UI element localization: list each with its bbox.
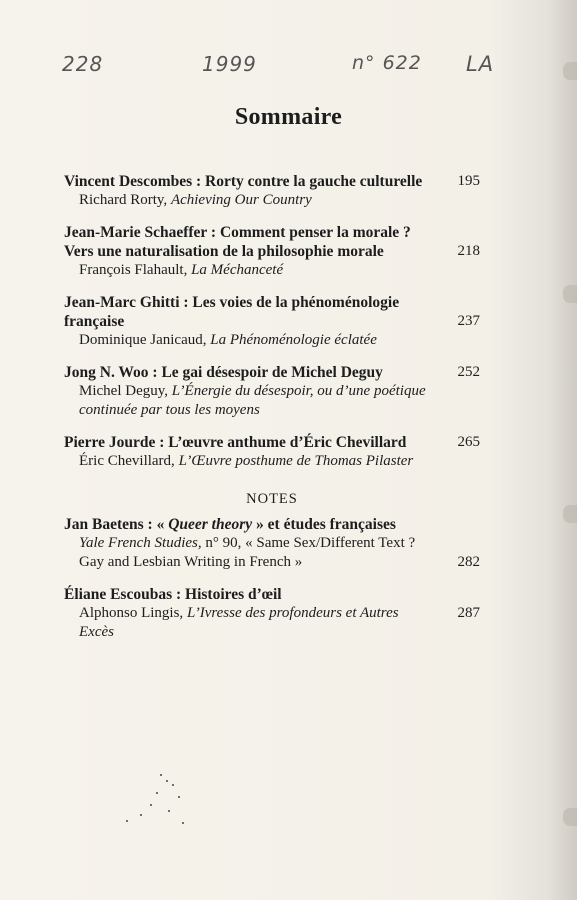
- reviewed-author: François Flahault,: [79, 262, 188, 278]
- title-suffix: » et études françaises: [252, 516, 396, 533]
- toc-entry-title: Jean-Marc Ghitti : Les voies de la phénoménologie française: [64, 294, 400, 330]
- toc-entry-reviewed-work: [64, 191, 480, 210]
- toc-entry-title: Jong N. Woo : Le gai désespoir de Michel Deguy: [64, 364, 383, 381]
- toc-page-number: 237: [457, 313, 480, 329]
- handwritten-note-year: 1999: [202, 52, 257, 76]
- toc-entry-title: [64, 515, 480, 534]
- toc-entry-reviewed-work: [64, 452, 480, 471]
- toc-entry-title: Jean-Marie Schaeffer : Comment penser la morale ? Vers une naturalisation de la philosophie morale: [64, 224, 411, 260]
- reviewed-author: Michel Deguy,: [79, 383, 169, 399]
- notes-heading: NOTES: [246, 491, 298, 507]
- toc-entry: [64, 172, 480, 210]
- toc-entry-title: Éliane Escoubas : Histoires d’œil: [64, 586, 282, 603]
- toc-entry-reviewed-work: [64, 261, 480, 280]
- handwritten-note-initials: LA: [466, 52, 495, 76]
- binder-ring: [563, 285, 577, 303]
- toc-entry: [64, 293, 480, 350]
- reviewed-author: Richard Rorty,: [79, 192, 168, 208]
- toc-page-number: 287: [457, 605, 480, 621]
- toc-entry: [64, 363, 480, 420]
- toc-page-number: 218: [457, 243, 480, 259]
- handwritten-note-number: 228: [62, 52, 104, 76]
- binder-ring: [563, 808, 577, 826]
- toc-entry-reviewed-work: [64, 604, 480, 642]
- toc-entry: [64, 585, 480, 642]
- reviewed-title: Yale French Studies,: [79, 535, 202, 551]
- toc-page-number: 265: [457, 434, 480, 450]
- reviewed-author: Dominique Janicaud,: [79, 332, 207, 348]
- handwritten-note-issue: n° 622: [352, 52, 422, 74]
- reviewed-title: L’Énergie du désespoir, ou d’une poétique continuée par tous les moyens: [79, 383, 426, 418]
- title-prefix: Jan Baetens : «: [64, 516, 169, 533]
- toc-entry-reviewed-work: [64, 534, 480, 572]
- reviewed-title: La Phénoménologie éclatée: [210, 332, 377, 348]
- reviewed-details: n° 90, « Same Sex/Different Text ? Gay and Lesbian Writing in French »: [79, 535, 416, 570]
- toc-page-number: 252: [457, 364, 480, 380]
- binder-ring: [563, 505, 577, 523]
- binder-ring: [563, 62, 577, 80]
- toc-entry-reviewed-work: [64, 331, 480, 350]
- toc-entry-reviewed-work: [64, 382, 480, 420]
- reviewed-title: L’Ivresse des profondeurs et Autres Excès: [79, 605, 399, 640]
- toc-page-number: 282: [457, 554, 480, 570]
- toc-entry: [64, 223, 480, 280]
- title-emphasis: Queer theory: [168, 516, 253, 533]
- reviewed-author: Éric Chevillard,: [79, 453, 175, 469]
- ink-speckles: [120, 770, 200, 830]
- reviewed-title: La Méchanceté: [191, 262, 284, 278]
- reviewed-title: L’Œuvre posthume de Thomas Pilaster: [178, 453, 414, 469]
- page-title: Sommaire: [234, 104, 343, 130]
- table-of-contents: [64, 172, 480, 655]
- toc-entry-title: Vincent Descombes : Rorty contre la gauche culturelle: [64, 173, 423, 190]
- reviewed-author: Alphonso Lingis,: [79, 605, 184, 621]
- toc-entry-title: Pierre Jourde : L’œuvre anthume d’Éric Chevillard: [64, 434, 407, 451]
- toc-entry: [64, 433, 480, 471]
- toc-page-number: 195: [457, 173, 480, 189]
- toc-entry: [64, 515, 480, 572]
- reviewed-title: Achieving Our Country: [170, 192, 312, 208]
